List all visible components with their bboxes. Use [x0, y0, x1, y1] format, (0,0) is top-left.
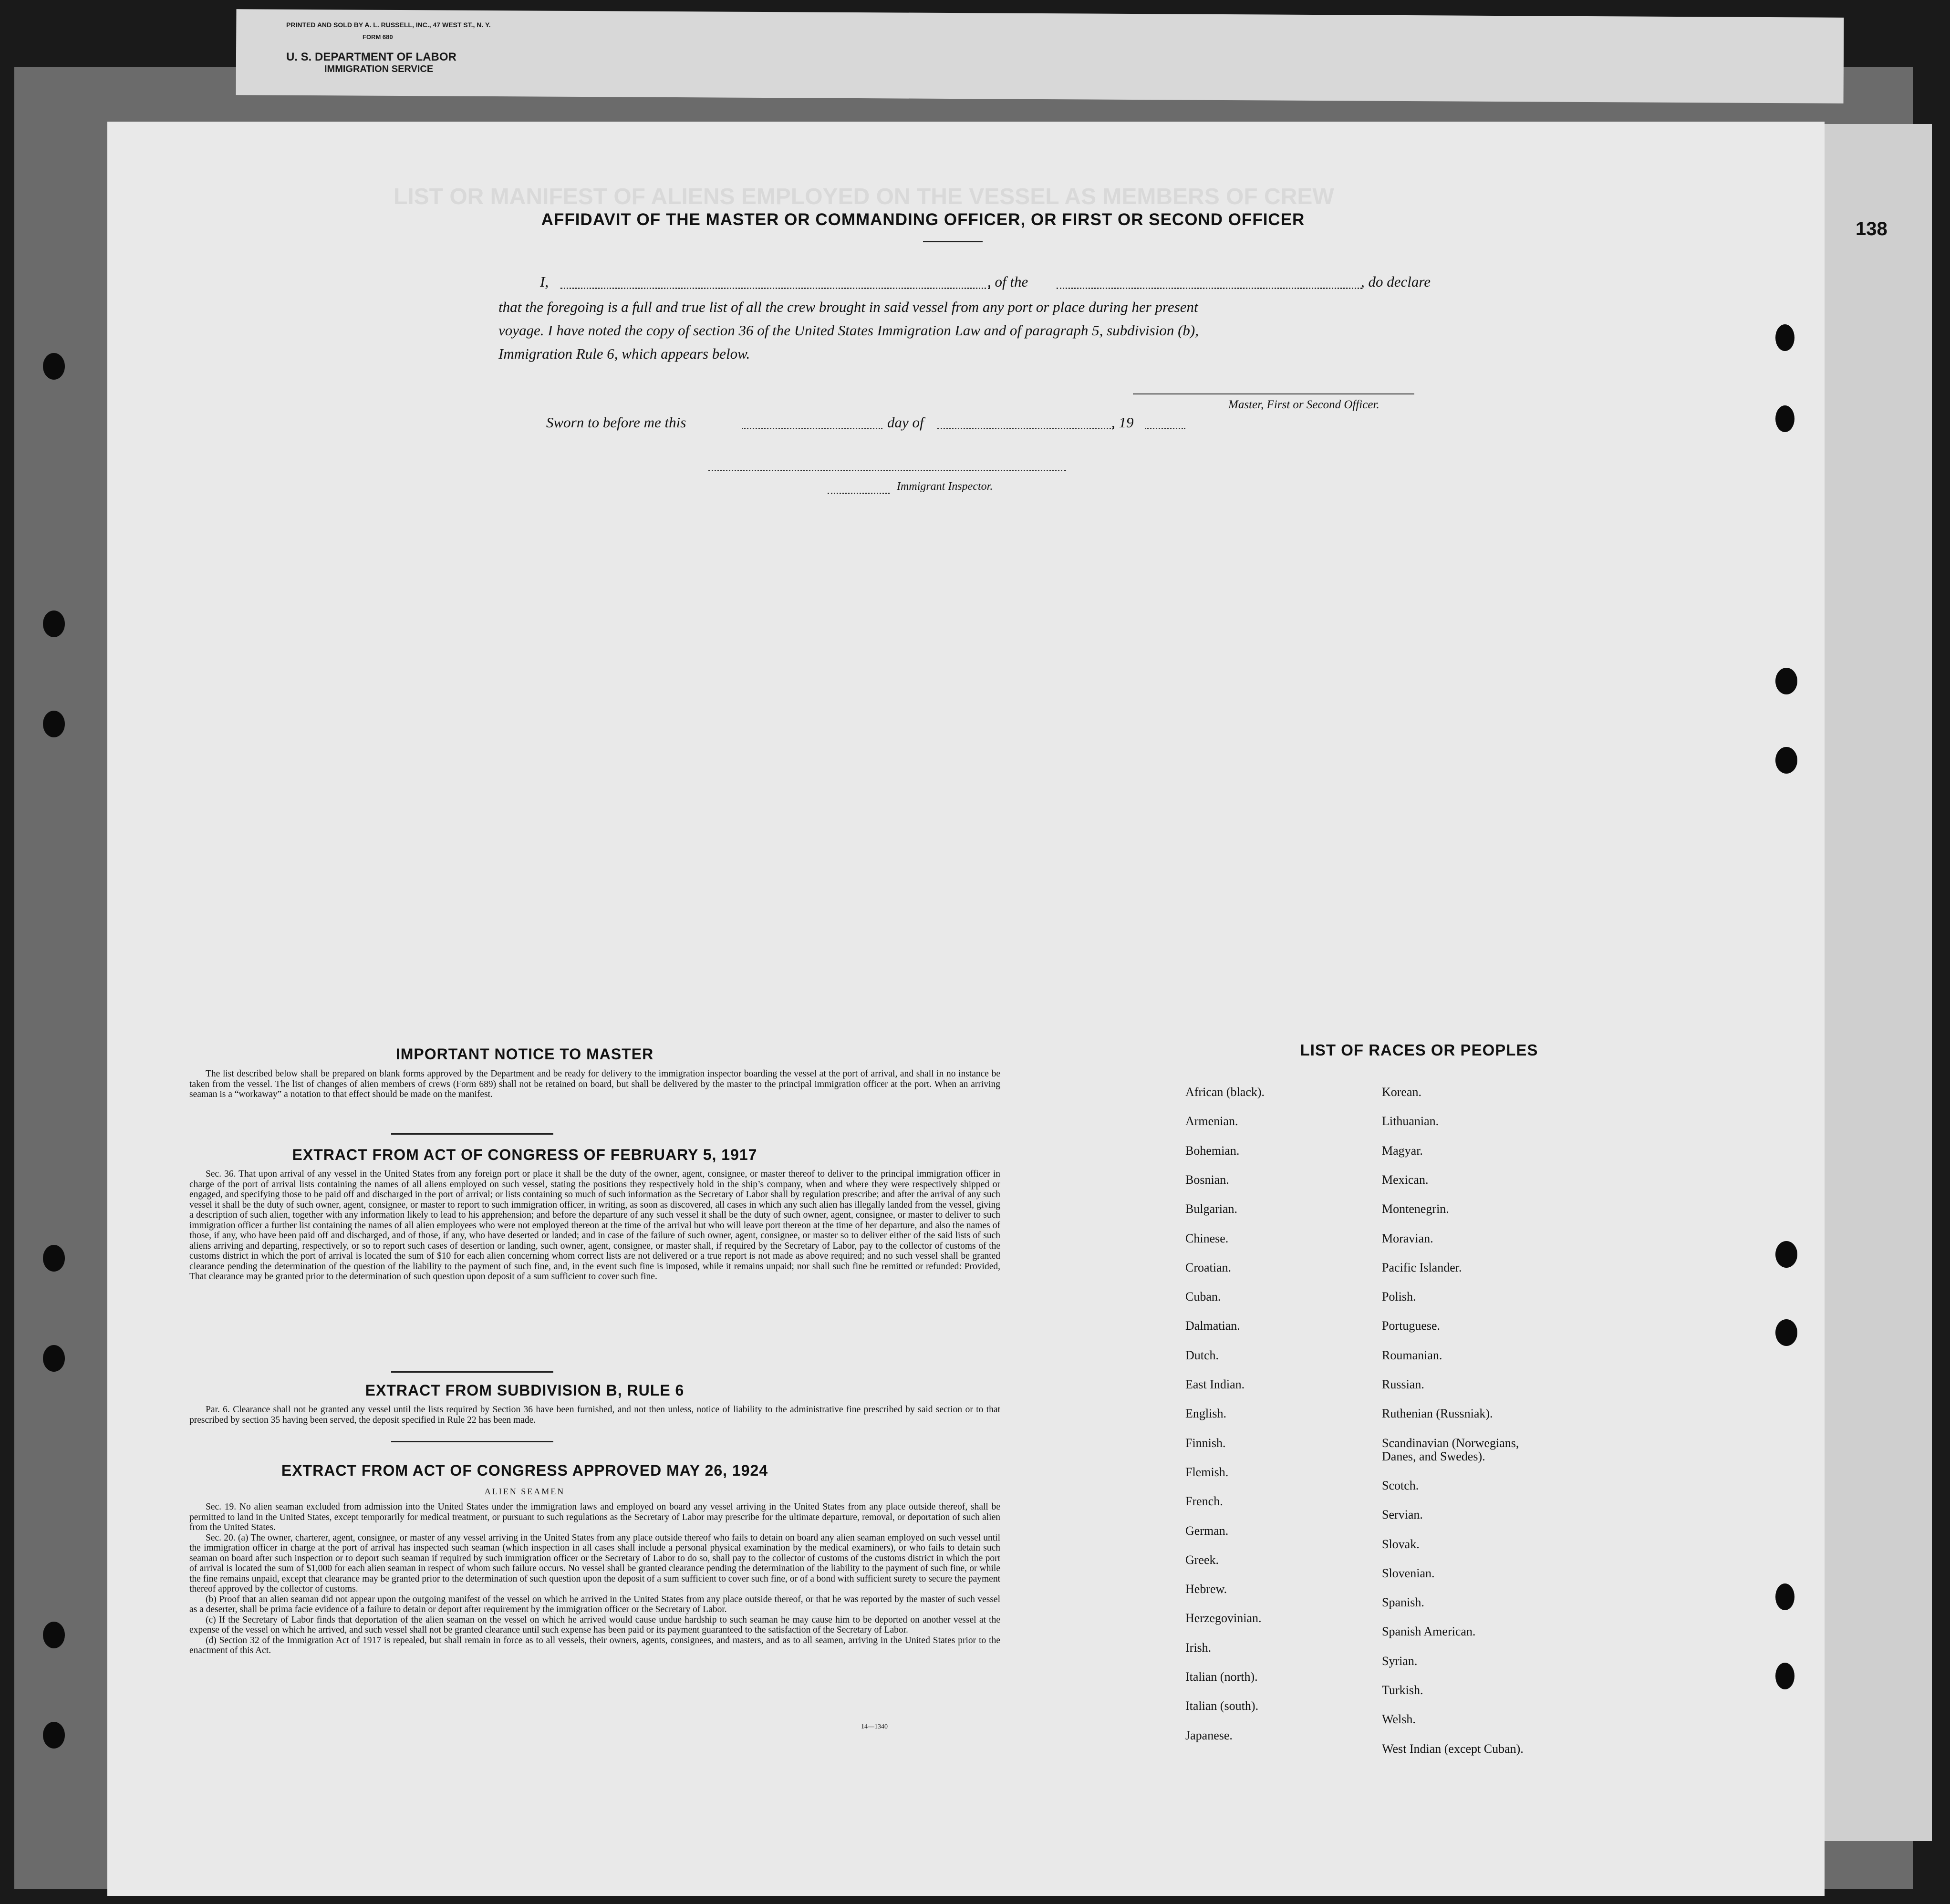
race-item: Japanese.	[1185, 1728, 1233, 1742]
rule-6-title: EXTRACT FROM SUBDIVISION B, RULE 6	[365, 1382, 685, 1399]
race-item: Irish.	[1185, 1640, 1212, 1655]
race-item: Roumanian.	[1382, 1348, 1442, 1362]
race-item: Chinese.	[1185, 1231, 1229, 1245]
affidavit-line-2: that the foregoing is a full and true list of all the crew brought in said vessel from any port or place during her present	[498, 299, 1198, 315]
binder-hole	[1775, 747, 1797, 774]
race-item: Montenegrin.	[1382, 1202, 1449, 1216]
binder-hole	[43, 1245, 65, 1272]
affidavit-i: I,	[540, 273, 549, 290]
master-signature-label: Master, First or Second Officer.	[1228, 398, 1380, 411]
rule-6-text	[189, 1405, 1000, 1425]
race-item: Russian.	[1382, 1377, 1424, 1391]
race-item: English.	[1185, 1407, 1226, 1421]
race-item: Servian.	[1382, 1508, 1423, 1522]
affidavit-line-3: voyage. I have noted the copy of section 36 of the United States Immigration Law and of paragraph 5, subdivision (b),	[498, 322, 1199, 339]
race-item: Scandinavian (Norwegians,	[1382, 1436, 1519, 1450]
race-item: Croatian.	[1185, 1260, 1232, 1274]
races-title: LIST OF RACES OR PEOPLES	[1300, 1041, 1538, 1059]
year-blank	[1145, 428, 1185, 429]
race-item: French.	[1185, 1494, 1223, 1509]
affidavit-declare: , do declare	[1361, 273, 1431, 290]
section-36-paragraph: Sec. 36. That upon arrival of any vessel in the United States from any foreign port or place it shall be the duty of the owner, agent, consignee, or master thereof to deliver to the principal immigration officer in charge of the port of arrival lists containing the names of all aliens employed on such vessel, stating the positions they respectively hold in the ship’s company, when and where they were respectively shipped or engaged, and specifying those to be paid off and discharged in the port of arrival; or lists containing so much of such information as the Secretary of Labor shall by regulation prescribe; and after the arrival of any such vessel it shall be the duty of such owner, agent, consignee, or master to report to such immigration officer, in writing, as soon as discovered, all cases in which any such alien has illegally landed from the vessel, giving a description of such alien, together with any information likely to lead to his apprehension; and before the departure of any such vessel it shall be the duty of such owner, agent, consignee, or master to deliver to such immigration officer a further list containing the names of all alien employees who were not employed thereon at the time of the arrival but who will leave port thereon at the time of her departure, and also the names of those, if any, who have been paid off and discharged, and of those, if any, who have deserted or landed; and in case of the failure of such owner, agent, consignee, or master so to deliver either of the said lists of such aliens arriving and departing, respectively, or so to report such cases of desertion or landing, such owner, agent, consignee, or master shall, if required by the Secretary of Labor, pay to the collector of customs of the customs district in which the port of arrival is located the sum of $10 for each alien concerning whom correct lists are not delivered or a true report is not made as above required; and no such vessel shall be granted clearance pending the determination of the question of the liability to the payment of such fine, and, in the event such fine is imposed, while it remains unpaid; nor shall such fine be remitted or refunded: Provided, That clearance may be granted prior to the determination of such question upon deposit of a sum sufficient to cover such fine.	[189, 1169, 1000, 1282]
form-number: FORM 680	[363, 33, 393, 41]
race-item: Portuguese.	[1382, 1319, 1441, 1333]
section-19-paragraph: Sec. 19. No alien seaman excluded from admission into the United States under the immigration laws and employed on board any vessel arriving in the United States from any place outside thereof, shall be permitted to land in the United States, except temporarily for medical treatment, or pursuant to such regulations as the Secretary of Labor may prescribe for the ultimate departure, removal, or deportation of such alien from the United States.	[189, 1502, 1000, 1532]
race-item: Spanish American.	[1382, 1625, 1476, 1639]
inspector-signature-line	[708, 470, 1066, 471]
race-item: African (black).	[1185, 1085, 1265, 1099]
race-item: Bohemian.	[1185, 1143, 1240, 1158]
section-20a-paragraph: Sec. 20. (a) The owner, charterer, agent, consignee, or master of any vessel arriving in the United States from any place outside thereof who fails to detain on board any alien seaman employed on such vessel until the immigration officer in charge at the port of arrival has inspected such seaman (which inspection in all cases shall include a personal physical examination by the medical examiners), or who fails to detain such seaman on board after such inspection or to deport such seaman if required by such immigration officer or the Secretary of Labor to do so, shall pay to the collector of customs of the customs district in which the port of arrival is located the sum of $1,000 for each alien seaman in respect of whom such failure occurs. No vessel shall be granted clearance pending the determination of the liability to the payment of such fine, or while the fine remains unpaid, except that clearance may be granted prior to the determination of such question upon the deposit of a sum sufficient to cover such fine, or of a bond with sufficient surety to secure the payment thereof approved by the collector of customs.	[189, 1532, 1000, 1594]
binder-hole	[1775, 324, 1794, 351]
binder-hole	[43, 611, 65, 637]
bleed-through-title: LIST OR MANIFEST OF ALIENS EMPLOYED ON THE VESSEL AS MEMBERS OF CREW	[394, 184, 1334, 209]
races-left-column	[1185, 1085, 1376, 1896]
notice-paragraph: The list described below shall be prepared on blank forms approved by the Department and be ready for delivery to the immigration inspector boarding the vessel at the port of arrival, and shall in no instance be taken from the vessel. The list of changes of alien members of crews (Form 689) shall not be retained on board, but shall be delivered by the master to the principal immigration officer at the port. When an arriving seaman is a “workaway” a notation to that effect should be made on the manifest.	[189, 1069, 1000, 1099]
name-blank	[560, 288, 990, 289]
notice-title: IMPORTANT NOTICE TO MASTER	[395, 1045, 654, 1063]
title-rule	[923, 241, 983, 242]
vessel-blank	[1057, 288, 1362, 289]
race-item: Lithuanian.	[1382, 1114, 1439, 1128]
race-item: Moravian.	[1382, 1231, 1433, 1245]
race-item: Pacific Islander.	[1382, 1260, 1462, 1274]
race-item: Mexican.	[1382, 1172, 1429, 1187]
inspector-dots	[828, 493, 890, 494]
race-item: German.	[1185, 1523, 1229, 1538]
section-20b-paragraph: (b) Proof that an alien seaman did not appear upon the outgoing manifest of the vessel on which he arrived in the United States from any place outside thereof, or that he was reported by the master of such vessel as a deserter, shall be prima facie evidence of a failure to detain or deport after requirement by the immigration officer or the Secretary of Labor.	[189, 1594, 1000, 1614]
race-item: Flemish.	[1185, 1465, 1229, 1479]
sworn-day-of: day of	[887, 414, 924, 431]
race-item: Dalmatian.	[1185, 1319, 1240, 1333]
binder-hole	[43, 353, 65, 380]
binder-hole	[1775, 1319, 1797, 1346]
day-blank	[742, 428, 882, 429]
races-right-column	[1382, 1085, 1668, 1896]
section-rule	[391, 1371, 553, 1373]
extract-1924-text	[189, 1502, 1000, 1656]
race-item: Korean.	[1382, 1085, 1422, 1099]
binder-hole	[1775, 1583, 1794, 1610]
section-20c-paragraph: (c) If the Secretary of Labor finds that deportation of the alien seaman on the vessel on which he arrived would cause undue hardship to such seaman he may cause him to be deported on another vessel at the expense of the vessel on which he arrived, and such vessel shall not be granted clearance until such expense has been paid or its payment guaranteed to the satisfaction of the Secretary of Labor.	[189, 1614, 1000, 1635]
affidavit-line-4: Immigration Rule 6, which appears below.	[498, 345, 750, 362]
race-item: Finnish.	[1185, 1436, 1226, 1450]
race-item: Spanish.	[1382, 1595, 1424, 1610]
binder-hole	[43, 1345, 65, 1372]
sworn-before: Sworn to before me this	[546, 414, 686, 431]
race-item: Slovenian.	[1382, 1566, 1435, 1580]
section-rule	[391, 1133, 553, 1135]
department-name: U. S. DEPARTMENT OF LABOR	[286, 51, 456, 63]
service-name: IMMIGRATION SERVICE	[324, 64, 434, 74]
notice-text	[189, 1069, 1000, 1100]
binder-hole	[43, 1622, 65, 1648]
affidavit-title: AFFIDAVIT OF THE MASTER OR COMMANDING OFFICER, OR FIRST OR SECOND OFFICER	[541, 210, 1305, 229]
binder-hole	[1775, 1241, 1797, 1268]
race-item: Slovak.	[1382, 1537, 1420, 1551]
print-code: 14—1340	[861, 1723, 888, 1730]
affidavit-of-the: , of the	[987, 273, 1028, 290]
binder-hole	[1775, 668, 1797, 694]
extract-1917-title: EXTRACT FROM ACT OF CONGRESS OF FEBRUARY 5, 1917	[292, 1146, 757, 1163]
binder-hole	[43, 1722, 65, 1749]
race-item: Polish.	[1382, 1290, 1416, 1304]
sworn-year: , 19	[1111, 414, 1134, 431]
race-item: Cuban.	[1185, 1290, 1221, 1304]
race-item: Italian (south).	[1185, 1699, 1259, 1713]
inspector-label: Immigrant Inspector.	[897, 480, 993, 493]
race-item: Dutch.	[1185, 1348, 1219, 1362]
master-signature-line	[1133, 393, 1414, 394]
race-item: Magyar.	[1382, 1143, 1423, 1158]
race-item: Scotch.	[1382, 1478, 1419, 1492]
binder-hole	[1775, 405, 1794, 432]
race-item: East Indian.	[1185, 1377, 1245, 1391]
section-20d-paragraph: (d) Section 32 of the Immigration Act of 1917 is repealed, but shall remain in force as to all vessels, their owners, agents, consignees, and masters, and as to all seamen, arriving in the United States prior to the enactment of this Act.	[189, 1635, 1000, 1656]
binder-hole	[43, 711, 65, 737]
race-item: Ruthenian (Russniak).	[1382, 1407, 1493, 1421]
affidavit-page	[107, 122, 1825, 1896]
printer-line: PRINTED AND SOLD BY A. L. RUSSELL, INC., 47 WEST ST., N. Y.	[286, 21, 491, 29]
race-item: Italian (north).	[1185, 1670, 1258, 1684]
race-item: West Indian (except Cuban).	[1382, 1741, 1524, 1756]
race-item: Syrian.	[1382, 1654, 1418, 1668]
race-item: Bosnian.	[1185, 1172, 1229, 1187]
binder-hole	[1775, 1663, 1794, 1689]
race-item: Herzegovinian.	[1185, 1611, 1262, 1625]
month-blank	[937, 428, 1114, 429]
race-item: Hebrew.	[1185, 1582, 1227, 1596]
section-rule	[391, 1441, 553, 1442]
page-number: 138	[1856, 218, 1888, 239]
race-item: Armenian.	[1185, 1114, 1238, 1128]
extract-1924-title: EXTRACT FROM ACT OF CONGRESS APPROVED MAY 26, 1924	[281, 1462, 768, 1479]
race-item: Greek.	[1185, 1552, 1219, 1567]
alien-seamen-heading: ALIEN SEAMEN	[484, 1487, 565, 1496]
race-item: Bulgarian.	[1185, 1202, 1238, 1216]
race-item: Welsh.	[1382, 1712, 1416, 1727]
race-item: Turkish.	[1382, 1683, 1423, 1697]
rule-6-paragraph: Par. 6. Clearance shall not be granted any vessel until the lists required by Section 36 have been furnished, and not then unless, notice of liability to the administrative fine prescribed by said section or to that prescribed by section 35 having been served, the deposit specified in Rule 22 has been made.	[189, 1405, 1000, 1425]
race-item: Danes, and Swedes).	[1382, 1449, 1485, 1463]
extract-1917-text	[189, 1169, 1000, 1282]
